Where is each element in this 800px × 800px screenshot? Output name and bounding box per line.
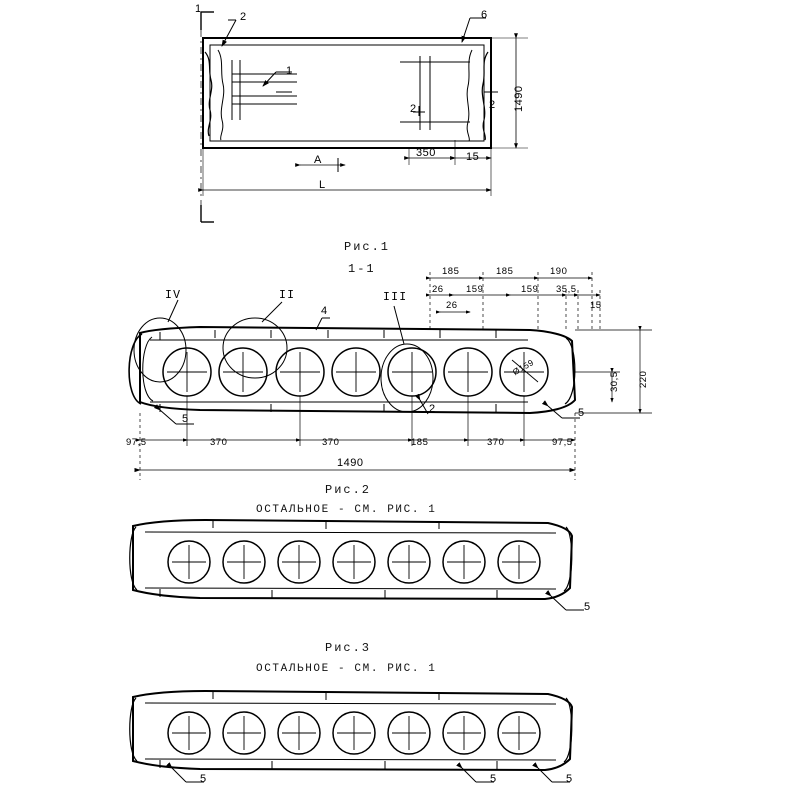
fig2-botdim-370a: 370 [210, 437, 228, 448]
fig2-mark-4: 4 [321, 305, 328, 317]
fig2-dim-305: 30,5 [609, 371, 620, 392]
fig2-dim-220: 220 [638, 370, 649, 388]
fig2-hole-diameter: Ø159 [510, 357, 536, 378]
figure-3-section [130, 520, 584, 610]
caption-fig3: Рис.3 [325, 641, 372, 655]
fig2-subdim-26b: 26 [446, 300, 458, 311]
fig2-roman-iv: IV [165, 289, 182, 302]
fig2-botdim-370b: 370 [322, 437, 340, 448]
fig2-subdim-15: 15 [590, 300, 602, 311]
fig2-botdim-185: 185 [411, 437, 429, 448]
fig2-topdim-1: 185 [442, 266, 460, 277]
fig2-topdim-2: 185 [496, 266, 514, 277]
caption-fig2: Рис.2 [325, 483, 372, 497]
fig2-botdim-370c: 370 [487, 437, 505, 448]
fig1-letter-l: L [319, 179, 326, 191]
fig1-section-mark-1: 1 [195, 3, 202, 15]
fig1-dim-15: 15 [466, 151, 480, 163]
fig1-dim-height: 1490 [513, 85, 525, 112]
fig4-mark-5a: 5 [200, 773, 207, 785]
fig2-botdim-975b: 97,5 [552, 437, 573, 448]
fig4-mark-5c: 5 [566, 773, 573, 785]
fig4-mark-5b: 5 [490, 773, 497, 785]
fig3-mark-5: 5 [584, 601, 591, 613]
fig1-mark-6: 6 [481, 9, 488, 21]
fig2-subdim-159b: 159 [521, 284, 539, 295]
fig1-mark-2: 2 [240, 11, 247, 23]
fig2-subdim-159a: 159 [466, 284, 484, 295]
fig2-subdim-355: 35,5 [556, 284, 577, 295]
fig2-botdim-975a: 97,5 [126, 437, 147, 448]
fig2-subdim-26a: 26 [432, 284, 444, 295]
fig1-mark-1b: 1 [286, 65, 293, 77]
fig2-overall-dim: 1490 [337, 457, 364, 469]
fig2-mark-2: 2 [429, 403, 436, 415]
fig1-letter-a: A [314, 154, 322, 166]
fig2-roman-ii: II [279, 289, 296, 302]
fig1-mark-2b: 2 [410, 103, 417, 115]
caption-fig1: Рис.1 [344, 240, 391, 254]
fig2-mark-5b: 5 [578, 407, 585, 419]
fig2-mark-5a: 5 [182, 413, 189, 425]
fig2-roman-iii: III [383, 291, 408, 304]
fig1-mark-2c: 2 [489, 99, 496, 111]
figure-4-section [130, 691, 572, 782]
note-fig3: ОСТАЛЬНОЕ - СМ. РИС. 1 [256, 663, 437, 675]
caption-section-1-1: 1-1 [348, 262, 376, 276]
fig2-topdim-3: 190 [550, 266, 568, 277]
note-fig2: ОСТАЛЬНОЕ - СМ. РИС. 1 [256, 504, 437, 516]
figure-1-plan [201, 9, 528, 222]
fig1-dim-350: 350 [416, 147, 436, 159]
